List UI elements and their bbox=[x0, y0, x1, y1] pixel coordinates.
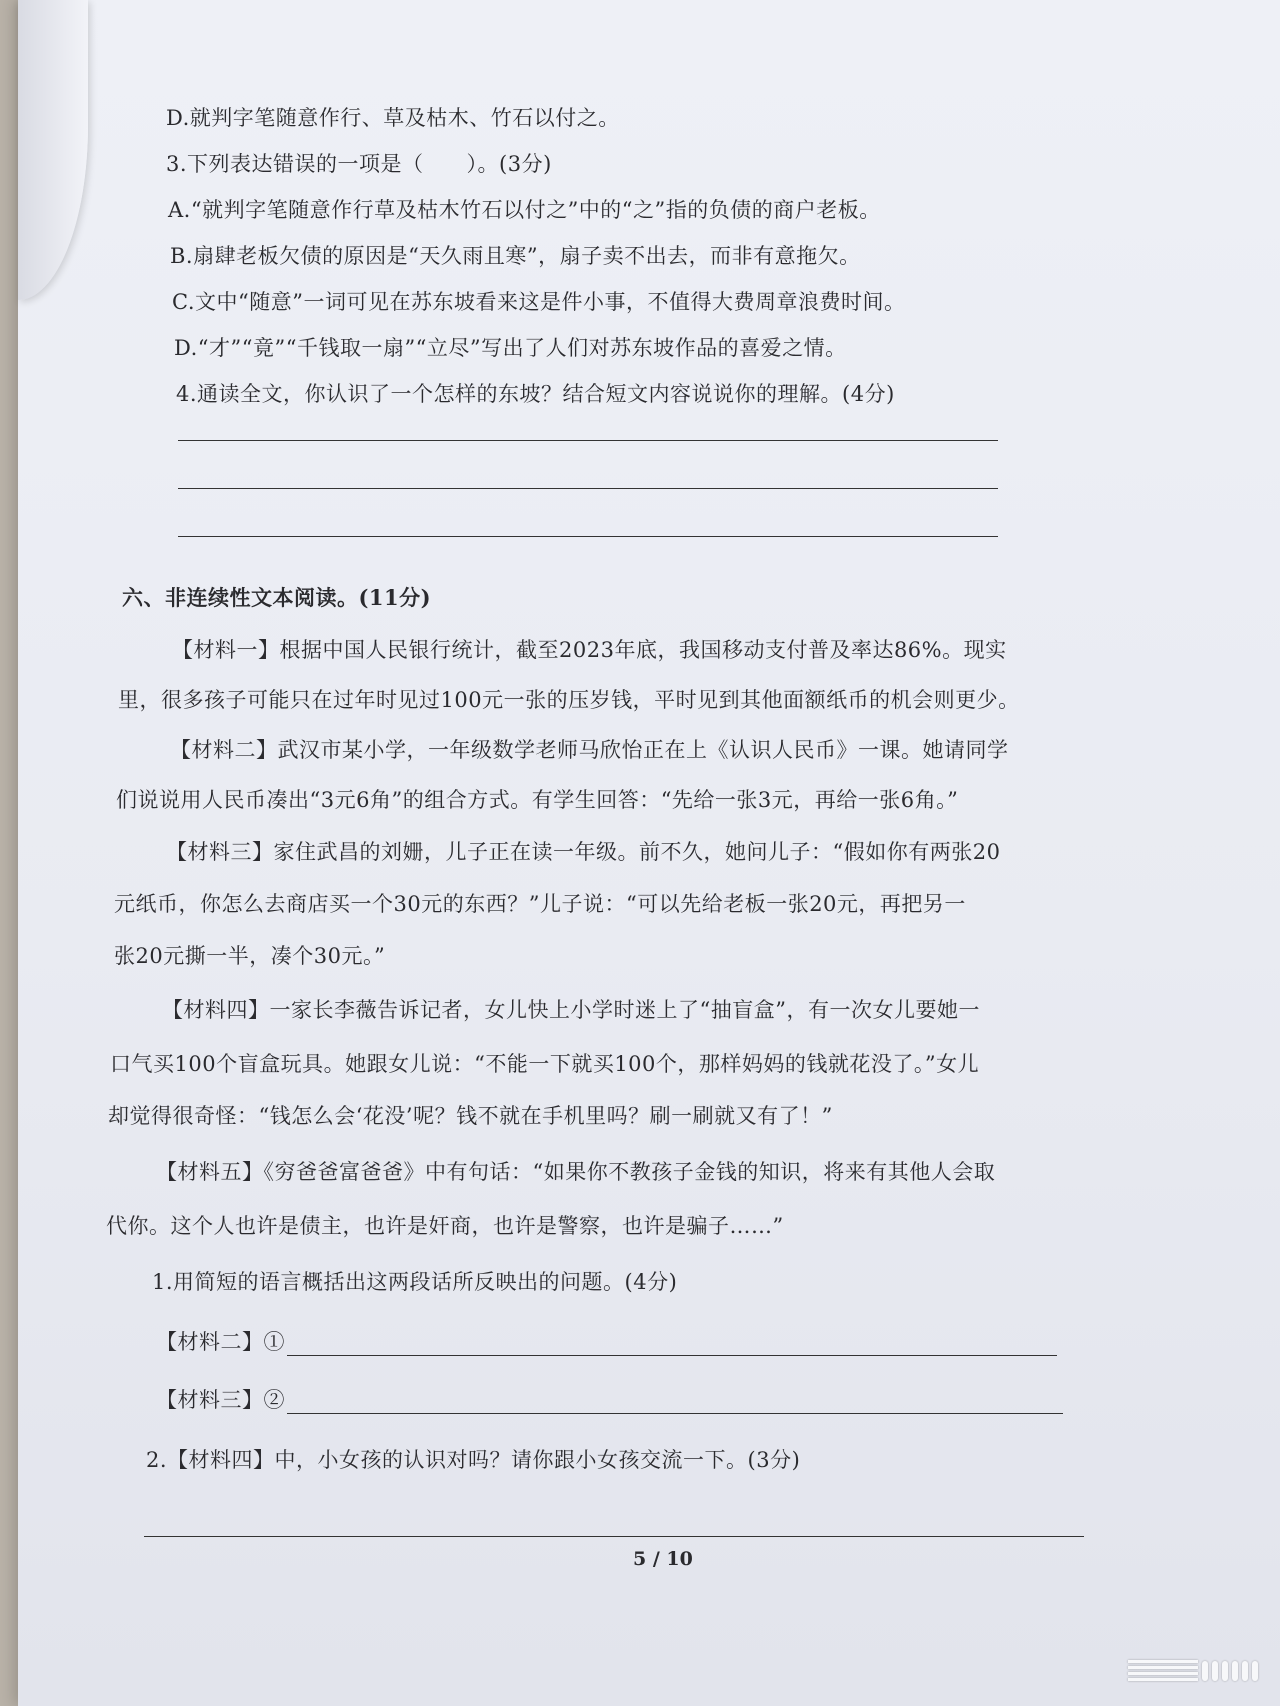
watermark-bar-icon bbox=[1232, 1661, 1238, 1681]
question-3: 3.下列表达错误的一项是（ ）。(3分) bbox=[166, 152, 552, 176]
exam-page bbox=[18, 0, 1280, 1706]
material-4-line-3: 却觉得很奇怪：“钱怎么会‘花没’呢？钱不就在手机里吗？刷一刷就又有了！” bbox=[108, 1104, 833, 1128]
answer-line[interactable] bbox=[144, 1536, 1084, 1537]
answer-blank[interactable] bbox=[287, 1412, 1063, 1414]
material-1-line-1: 【材料一】根据中国人民银行统计，截至2023年底，我国移动支付普及率达86%。现实 bbox=[172, 638, 1007, 662]
material-5-line-1: 【材料五】《穷爸爸富爸爸》中有句话：“如果你不教孩子金钱的知识，将来有其他人会取 bbox=[156, 1160, 996, 1184]
answer-line[interactable] bbox=[178, 488, 998, 489]
material-5-line-2: 代你。这个人也许是债主，也许是奸商，也许是警察，也许是骗子……” bbox=[106, 1214, 784, 1238]
question-4: 4.通读全文，你认识了一个怎样的东坡？结合短文内容说说你的理解。(4分) bbox=[176, 382, 895, 406]
watermark-bar-icon bbox=[1212, 1661, 1218, 1681]
sub-question-1: 1.用简短的语言概括出这两段话所反映出的问题。(4分) bbox=[152, 1270, 678, 1294]
q1-answer-a bbox=[156, 1326, 1057, 1356]
answer-blank[interactable] bbox=[287, 1354, 1057, 1356]
page-fold bbox=[18, 0, 88, 300]
material-1-line-2: 里，很多孩子可能只在过年时见过100元一张的压岁钱，平时见到其他面额纸币的机会则更少。 bbox=[118, 688, 1020, 712]
section-title: 六、非连续性文本阅读。(11分) bbox=[122, 585, 432, 610]
watermark-lines-icon bbox=[1128, 1660, 1198, 1682]
material-3-line-2: 元纸币，你怎么去商店买一个30元的东西？”儿子说：“可以先给老板一张20元，再把另一 bbox=[114, 892, 966, 916]
material-2-line-2: 们说说用人民币凑出“3元6角”的组合方式。有学生回答：“先给一张3元，再给一张6角。” bbox=[116, 788, 959, 812]
q3-option-c: C.文中“随意”一词可见在苏东坡看来这是件小事，不值得大费周章浪费时间。 bbox=[172, 290, 906, 314]
answer-line[interactable] bbox=[178, 536, 998, 537]
page-number: 5 / 10 bbox=[633, 1548, 693, 1570]
material-2-line-1: 【材料二】武汉市某小学，一年级数学老师马欣怡正在上《认识人民币》一课。她请同学 bbox=[170, 738, 1009, 762]
material-3-line-1: 【材料三】家住武昌的刘姗，儿子正在读一年级。前不久，她问儿子：“假如你有两张20 bbox=[166, 840, 1001, 864]
watermark-bar-icon bbox=[1222, 1661, 1228, 1681]
q3-option-d: D.“才”“竟”“千钱取一扇”“立尽”写出了人们对苏东坡作品的喜爱之情。 bbox=[174, 336, 847, 360]
material-3-line-3: 张20元撕一半，凑个30元。” bbox=[114, 944, 386, 968]
answer-line[interactable] bbox=[178, 440, 998, 441]
q1-answer-b-label: 【材料三】② bbox=[156, 1388, 285, 1412]
watermark bbox=[1128, 1660, 1258, 1682]
watermark-bar-icon bbox=[1202, 1661, 1208, 1681]
material-4-line-1: 【材料四】一家长李薇告诉记者，女儿快上小学时迷上了“抽盲盒”，有一次女儿要她一 bbox=[162, 998, 980, 1022]
option-d-prev: D.就判字笔随意作行、草及枯木、竹石以付之。 bbox=[166, 106, 620, 130]
watermark-bar-icon bbox=[1252, 1661, 1258, 1681]
q3-option-b: B.扇肆老板欠债的原因是“天久雨且寒”，扇子卖不出去，而非有意拖欠。 bbox=[170, 244, 861, 268]
sub-question-2: 2.【材料四】中，小女孩的认识对吗？请你跟小女孩交流一下。(3分) bbox=[146, 1448, 801, 1472]
material-4-line-2: 口气买100个盲盒玩具。她跟女儿说：“不能一下就买100个，那样妈妈的钱就花没了。”女儿 bbox=[110, 1052, 980, 1076]
q3-option-a: A.“就判字笔随意作行草及枯木竹石以付之”中的“之”指的负债的商户老板。 bbox=[168, 198, 881, 222]
q1-answer-a-label: 【材料二】① bbox=[156, 1330, 285, 1354]
q1-answer-b bbox=[156, 1384, 1063, 1414]
watermark-bar-icon bbox=[1242, 1661, 1248, 1681]
